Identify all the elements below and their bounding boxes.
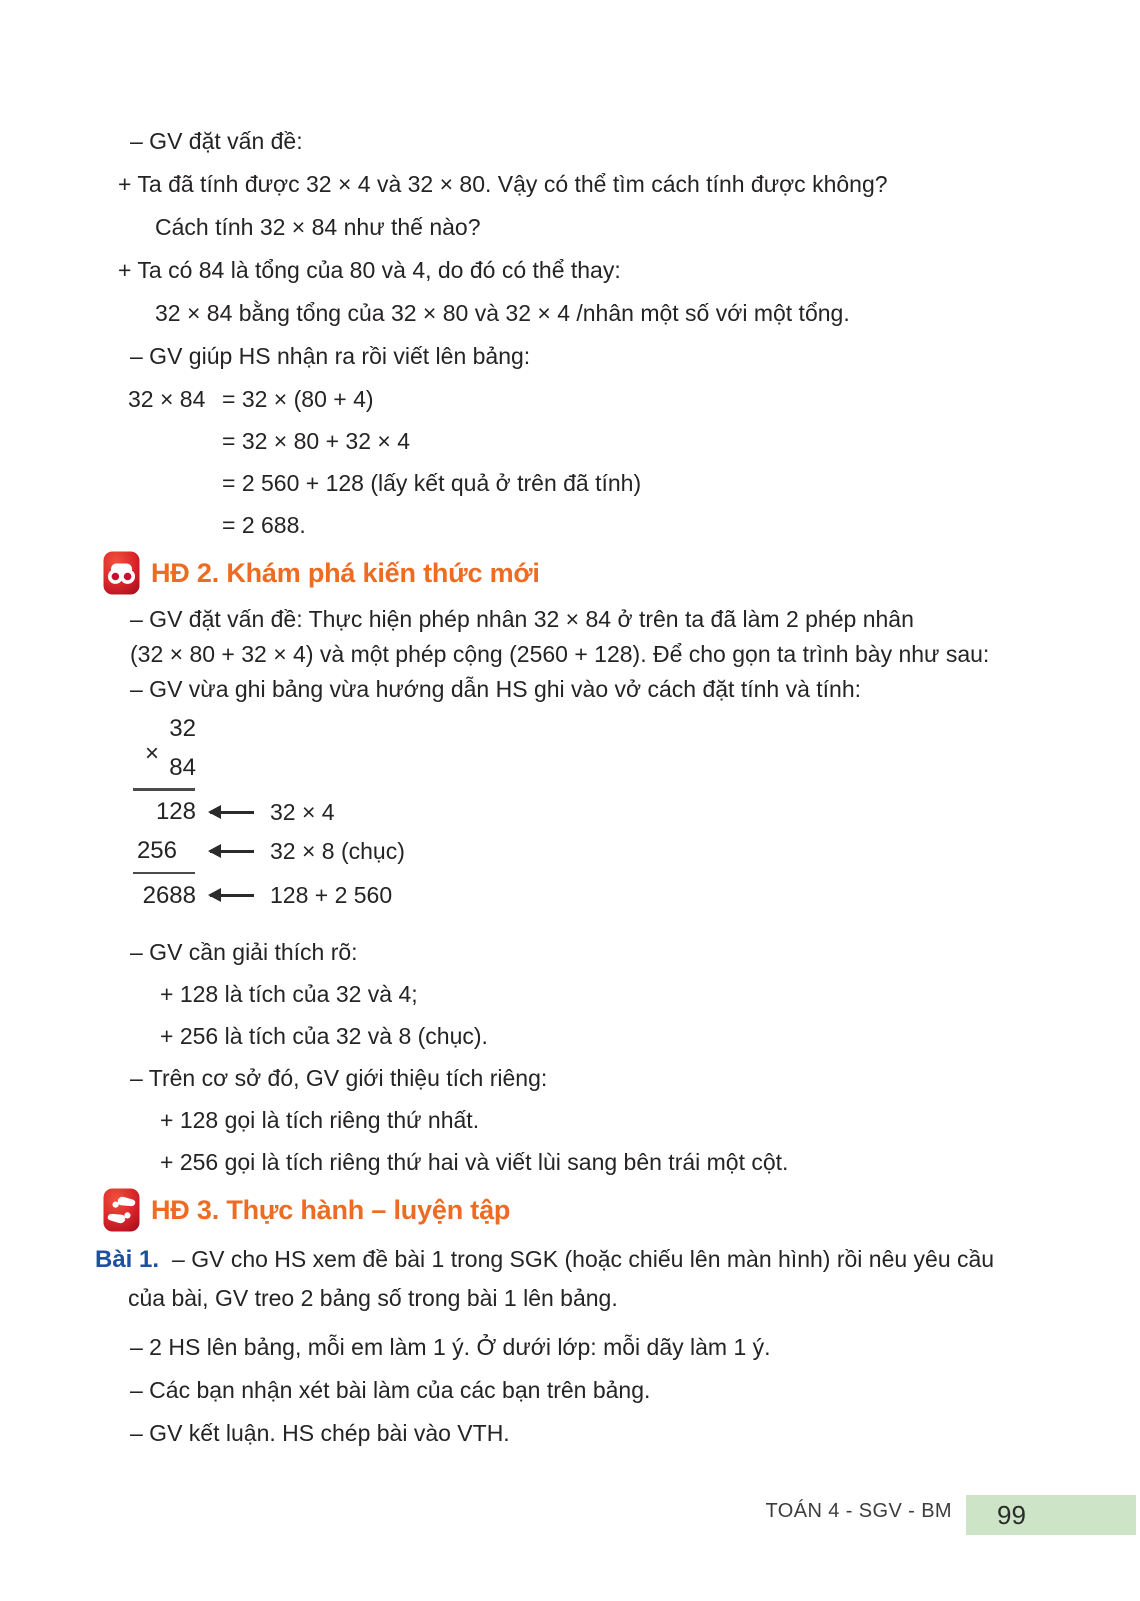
paragraph: – 2 HS lên bảng, mỗi em làm 1 ý. Ở dưới lớp: mỗi dãy làm 1 ý. xyxy=(130,1334,771,1360)
paragraph: + Ta đã tính được 32 × 4 và 32 × 80. Vậy có thể tìm cách tính được không? xyxy=(118,171,888,197)
page-number: 99 xyxy=(997,1500,1026,1530)
paragraph: + 256 là tích của 32 và 8 (chục). xyxy=(160,1023,488,1049)
paragraph: + 256 gọi là tích riêng thứ hai và viết lùi sang bên trái một cột. xyxy=(160,1149,789,1175)
paragraph: – Các bạn nhận xét bài làm của các bạn trên bảng. xyxy=(130,1377,651,1403)
multiply-sign: × xyxy=(145,740,160,767)
partial-product-row xyxy=(95,832,1080,871)
paragraph: + 128 là tích của 32 và 4; xyxy=(160,981,418,1007)
partial-product-1: 128 xyxy=(155,798,196,825)
paragraph: – Trên cơ sở đó, GV giới thiệu tích riêng: xyxy=(130,1065,548,1091)
paragraph: + 128 gọi là tích riêng thứ nhất. xyxy=(160,1107,480,1133)
paragraph: 32 × 84 bằng tổng của 32 × 80 và 32 × 4 /nhân một số với một tổng. xyxy=(155,300,850,326)
rule-line xyxy=(133,788,195,791)
equation-lhs: 32 × 84 xyxy=(128,386,206,412)
paragraph: + Ta có 84 là tổng của 80 và 4, do đó có thể thay: xyxy=(118,257,621,283)
page-number-box xyxy=(966,1495,1136,1535)
final-product-row xyxy=(95,876,1080,915)
partial-product-2: 256 xyxy=(136,837,177,864)
equation-rhs: = 32 × (80 + 4) xyxy=(222,386,374,412)
partial-product-row xyxy=(95,793,1080,832)
multiplier: 84 xyxy=(169,753,196,781)
left-arrow-icon xyxy=(210,894,254,897)
multiplier-row xyxy=(95,748,1080,787)
equation-line: = 32 × 80 + 32 × 4 xyxy=(222,428,410,454)
multiplicand-row xyxy=(95,709,1080,748)
paragraph: – GV vừa ghi bảng vừa hướng dẫn HS ghi vào vở cách đặt tính và tính: xyxy=(130,676,862,702)
multiplicand: 32 xyxy=(169,714,196,742)
hd2-paragraphs xyxy=(95,602,1080,707)
equation-block xyxy=(128,378,1080,546)
section-title: HĐ 3. Thực hành – luyện tập xyxy=(151,1194,511,1225)
section-heading-hd3 xyxy=(103,1187,1080,1233)
footer-book-label: TOÁN 4 - SGV - BM xyxy=(765,1500,952,1522)
product-note: 32 × 8 (chục) xyxy=(270,837,405,864)
left-arrow-icon xyxy=(210,811,254,814)
equation-line xyxy=(128,378,1080,420)
paragraph: – GV giúp HS nhận ra rồi viết lên bảng: xyxy=(130,343,531,369)
paragraph: – GV kết luận. HS chép bài vào VTH. xyxy=(130,1420,510,1446)
exercise-text-continued: của bài, GV treo 2 bảng số trong bài 1 lên bảng. xyxy=(128,1285,618,1311)
section-heading-hd2 xyxy=(103,550,1080,596)
exercise-label: Bài 1. xyxy=(95,1246,160,1273)
rule-line xyxy=(133,872,195,875)
left-arrow-icon xyxy=(210,850,254,853)
paragraph: (32 × 80 + 32 × 4) và một phép cộng (2560 + 128). Để cho gọn ta trình bày như sau: xyxy=(130,641,990,667)
paragraph: – GV đặt vấn đề: Thực hiện phép nhân 32 × 84 ở trên ta đã làm 2 phép nhân xyxy=(130,606,914,632)
final-product: 2688 xyxy=(142,881,196,909)
paragraph: Cách tính 32 × 84 như thế nào? xyxy=(155,214,481,240)
binoculars-icon xyxy=(103,551,140,595)
paragraph: – GV cần giải thích rõ: xyxy=(130,939,358,965)
equation-line: = 2 560 + 128 (lấy kết quả ở trên đã tính) xyxy=(222,470,642,496)
explanation-block xyxy=(95,931,1080,1183)
hands-icon xyxy=(103,1188,140,1232)
section-title: HĐ 2. Khám phá kiến thức mới xyxy=(151,557,540,588)
exercise-text: – GV cho HS xem đề bài 1 trong SGK (hoặc chiếu lên màn hình) rồi nêu yêu cầu xyxy=(172,1246,995,1272)
equation-line: = 2 688. xyxy=(222,512,306,538)
product-note: 32 × 4 xyxy=(270,798,335,825)
paragraph: – GV đặt vấn đề: xyxy=(130,128,303,154)
column-multiplication xyxy=(95,709,1080,915)
product-note: 128 + 2 560 xyxy=(270,882,393,908)
exercise-1-line xyxy=(95,1239,1080,1280)
closing-paragraphs xyxy=(95,1326,1080,1455)
